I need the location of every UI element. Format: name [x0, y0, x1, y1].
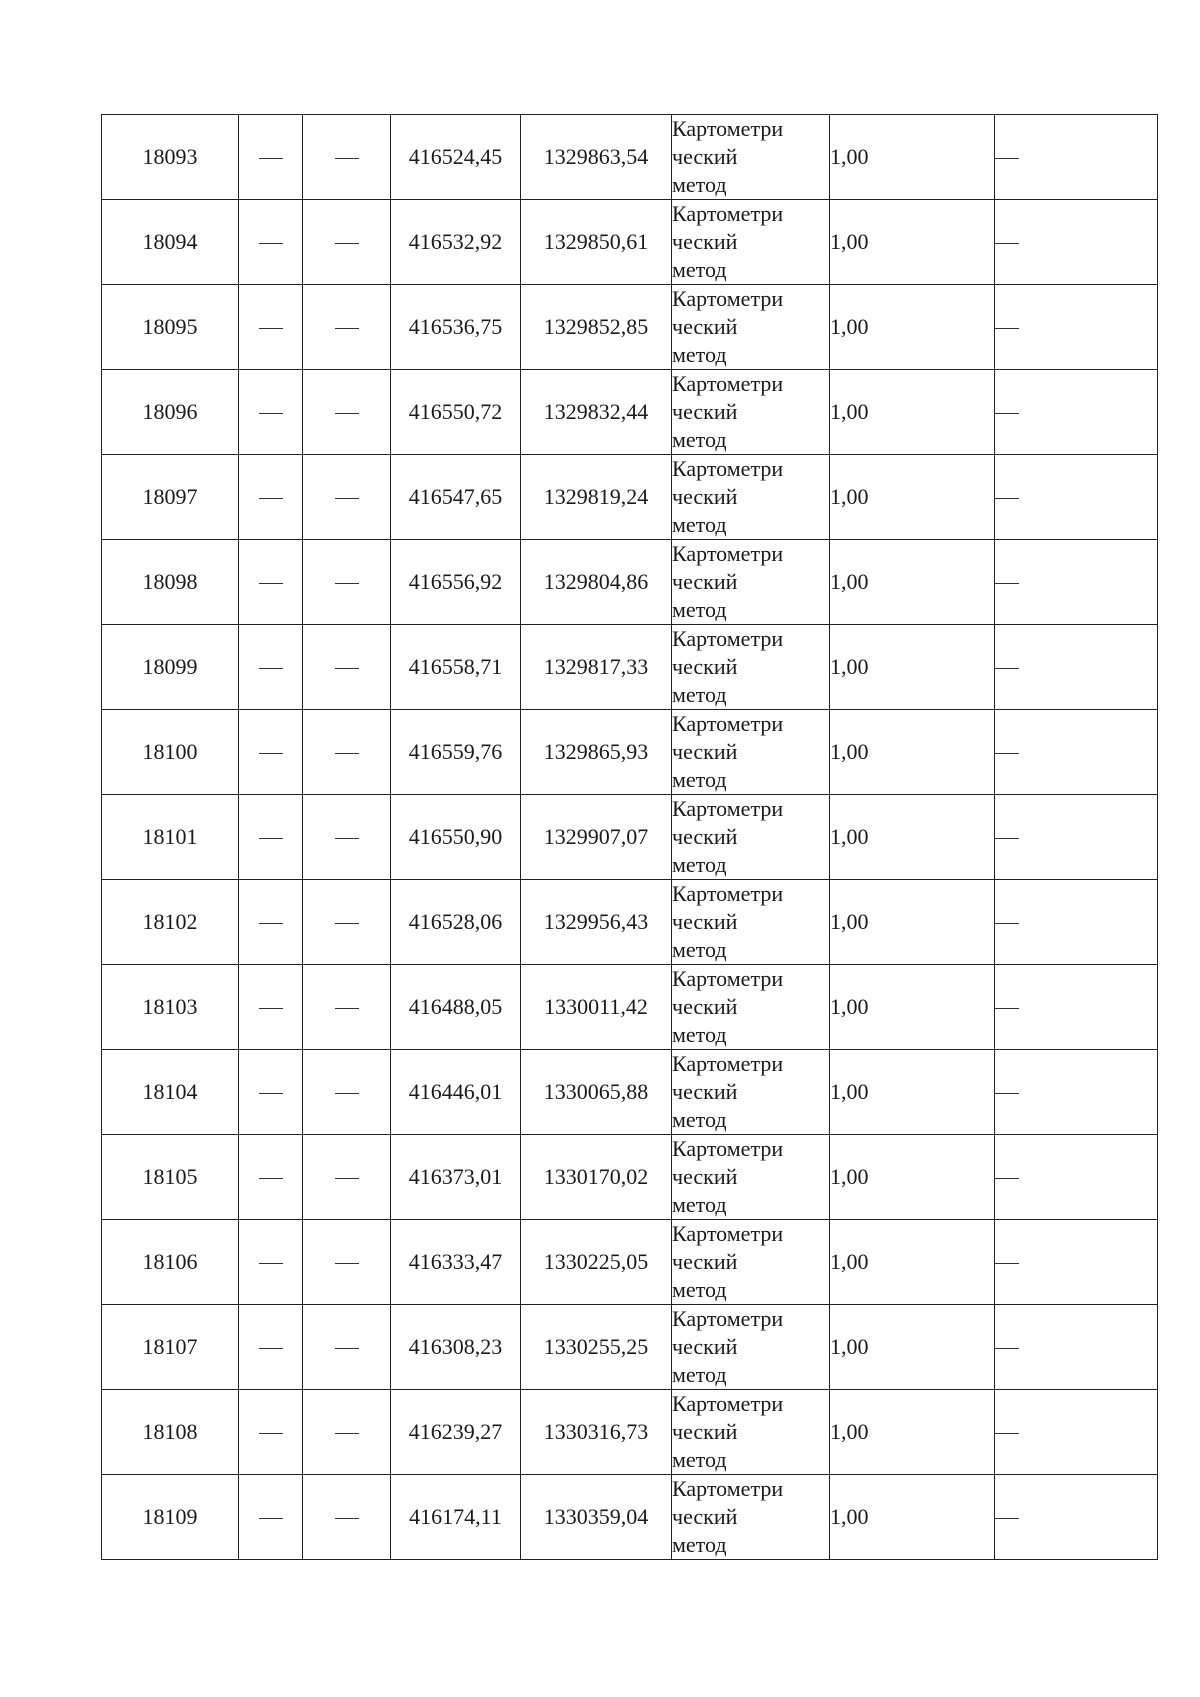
dash-mark [259, 1263, 283, 1264]
method-line: Картометри [672, 1476, 784, 1501]
table-row [102, 1475, 1158, 1560]
point-number: 18105 [102, 1135, 239, 1220]
dash-mark [259, 1433, 283, 1434]
method-line: метод [672, 1277, 727, 1302]
empty-dash-cell [239, 285, 303, 370]
empty-dash-cell [239, 455, 303, 540]
accuracy-value: 1,00 [830, 1050, 995, 1135]
dash-mark [259, 413, 283, 414]
table-row [102, 455, 1158, 540]
empty-dash-cell [995, 455, 1158, 540]
method-cell [672, 1220, 830, 1305]
empty-dash-cell [239, 1220, 303, 1305]
dash-mark [259, 1178, 283, 1179]
table-body [102, 115, 1158, 1560]
dash-mark [995, 753, 1019, 754]
dash-mark [335, 1093, 359, 1094]
dash-mark [259, 158, 283, 159]
empty-dash-cell [239, 115, 303, 200]
accuracy-value: 1,00 [830, 370, 995, 455]
dash-mark [995, 158, 1019, 159]
empty-dash-cell [239, 370, 303, 455]
table-row [102, 965, 1158, 1050]
method-cell [672, 710, 830, 795]
coordinate-x: 416174,11 [391, 1475, 521, 1560]
empty-dash-cell [303, 370, 391, 455]
dash-mark [995, 1178, 1019, 1179]
method-line: ческий [672, 314, 738, 339]
method-cell [672, 1135, 830, 1220]
dash-mark [335, 923, 359, 924]
dash-mark [335, 328, 359, 329]
empty-dash-cell [995, 1390, 1158, 1475]
method-line: метод [672, 1532, 727, 1557]
table-row [102, 285, 1158, 370]
dash-mark [995, 1263, 1019, 1264]
coordinate-y: 1329863,54 [521, 115, 672, 200]
coordinate-y: 1329907,07 [521, 795, 672, 880]
method-cell [672, 1305, 830, 1390]
dash-mark [995, 1348, 1019, 1349]
coordinate-x: 416308,23 [391, 1305, 521, 1390]
dash-mark [995, 668, 1019, 669]
point-number: 18096 [102, 370, 239, 455]
dash-mark [335, 583, 359, 584]
table-row [102, 1220, 1158, 1305]
method-line: ческий [672, 1504, 738, 1529]
empty-dash-cell [303, 625, 391, 710]
dash-mark [259, 1518, 283, 1519]
accuracy-value: 1,00 [830, 1475, 995, 1560]
coordinate-y: 1329865,93 [521, 710, 672, 795]
empty-dash-cell [995, 1135, 1158, 1220]
method-line: ческий [672, 1164, 738, 1189]
table-row [102, 200, 1158, 285]
method-line: Картометри [672, 371, 784, 396]
empty-dash-cell [303, 1220, 391, 1305]
method-line: Картометри [672, 201, 784, 226]
accuracy-value: 1,00 [830, 625, 995, 710]
method-line: Картометри [672, 796, 784, 821]
empty-dash-cell [303, 200, 391, 285]
method-cell [672, 1050, 830, 1135]
empty-dash-cell [303, 285, 391, 370]
dash-mark [335, 158, 359, 159]
coordinate-x: 416373,01 [391, 1135, 521, 1220]
method-line: Картометри [672, 881, 784, 906]
table-row [102, 1305, 1158, 1390]
empty-dash-cell [995, 540, 1158, 625]
dash-mark [335, 668, 359, 669]
method-line: ческий [672, 399, 738, 424]
method-line: Картометри [672, 541, 784, 566]
empty-dash-cell [995, 285, 1158, 370]
empty-dash-cell [239, 1305, 303, 1390]
accuracy-value: 1,00 [830, 1390, 995, 1475]
empty-dash-cell [239, 540, 303, 625]
method-line: ческий [672, 1334, 738, 1359]
empty-dash-cell [995, 370, 1158, 455]
empty-dash-cell [995, 1220, 1158, 1305]
empty-dash-cell [239, 710, 303, 795]
method-line: Картометри [672, 116, 784, 141]
point-number: 18102 [102, 880, 239, 965]
method-line: ческий [672, 739, 738, 764]
coordinate-x: 416559,76 [391, 710, 521, 795]
coordinate-x: 416558,71 [391, 625, 521, 710]
coordinate-y: 1329819,24 [521, 455, 672, 540]
empty-dash-cell [239, 1390, 303, 1475]
empty-dash-cell [239, 1050, 303, 1135]
dash-mark [995, 498, 1019, 499]
dash-mark [259, 1093, 283, 1094]
empty-dash-cell [239, 625, 303, 710]
dash-mark [995, 1093, 1019, 1094]
coordinate-x: 416333,47 [391, 1220, 521, 1305]
empty-dash-cell [995, 965, 1158, 1050]
point-number: 18108 [102, 1390, 239, 1475]
method-line: ческий [672, 824, 738, 849]
coordinate-x: 416556,92 [391, 540, 521, 625]
dash-mark [259, 583, 283, 584]
point-number: 18103 [102, 965, 239, 1050]
dash-mark [259, 328, 283, 329]
table-row [102, 540, 1158, 625]
dash-mark [259, 668, 283, 669]
method-cell [672, 455, 830, 540]
method-cell [672, 625, 830, 710]
empty-dash-cell [995, 115, 1158, 200]
method-line: Картометри [672, 286, 784, 311]
accuracy-value: 1,00 [830, 1305, 995, 1390]
dash-mark [995, 413, 1019, 414]
point-number: 18099 [102, 625, 239, 710]
point-number: 18098 [102, 540, 239, 625]
point-number: 18104 [102, 1050, 239, 1135]
accuracy-value: 1,00 [830, 285, 995, 370]
method-line: ческий [672, 229, 738, 254]
method-line: ческий [672, 1419, 738, 1444]
accuracy-value: 1,00 [830, 710, 995, 795]
method-line: метод [672, 682, 727, 707]
accuracy-value: 1,00 [830, 1220, 995, 1305]
point-number: 18100 [102, 710, 239, 795]
point-number: 18107 [102, 1305, 239, 1390]
coordinate-x: 416524,45 [391, 115, 521, 200]
dash-mark [259, 243, 283, 244]
method-line: ческий [672, 569, 738, 594]
coordinate-x: 416488,05 [391, 965, 521, 1050]
method-cell [672, 1390, 830, 1475]
coordinate-y: 1330359,04 [521, 1475, 672, 1560]
method-line: Картометри [672, 456, 784, 481]
table-row [102, 1390, 1158, 1475]
point-number: 18095 [102, 285, 239, 370]
empty-dash-cell [239, 200, 303, 285]
dash-mark [335, 243, 359, 244]
table-row [102, 625, 1158, 710]
method-cell [672, 370, 830, 455]
dash-mark [335, 1518, 359, 1519]
method-cell [672, 1475, 830, 1560]
coordinate-y: 1330011,42 [521, 965, 672, 1050]
empty-dash-cell [303, 1050, 391, 1135]
empty-dash-cell [303, 880, 391, 965]
method-line: ческий [672, 484, 738, 509]
table-row [102, 370, 1158, 455]
accuracy-value: 1,00 [830, 540, 995, 625]
dash-mark [335, 838, 359, 839]
table-row [102, 1050, 1158, 1135]
method-line: Картометри [672, 626, 784, 651]
point-number: 18106 [102, 1220, 239, 1305]
method-line: Картометри [672, 1051, 784, 1076]
method-line: ческий [672, 144, 738, 169]
empty-dash-cell [239, 795, 303, 880]
dash-mark [335, 1263, 359, 1264]
method-line: Картометри [672, 1306, 784, 1331]
coordinate-y: 1330065,88 [521, 1050, 672, 1135]
dash-mark [995, 838, 1019, 839]
dash-mark [335, 1433, 359, 1434]
method-line: метод [672, 597, 727, 622]
dash-mark [995, 328, 1019, 329]
method-line: метод [672, 172, 727, 197]
empty-dash-cell [303, 540, 391, 625]
empty-dash-cell [303, 710, 391, 795]
coordinate-x: 416532,92 [391, 200, 521, 285]
dash-mark [259, 1008, 283, 1009]
empty-dash-cell [995, 200, 1158, 285]
method-line: ческий [672, 994, 738, 1019]
method-line: Картометри [672, 1221, 784, 1246]
coordinate-x: 416528,06 [391, 880, 521, 965]
empty-dash-cell [303, 1305, 391, 1390]
method-cell [672, 540, 830, 625]
empty-dash-cell [303, 1390, 391, 1475]
coordinate-y: 1329956,43 [521, 880, 672, 965]
accuracy-value: 1,00 [830, 455, 995, 540]
accuracy-value: 1,00 [830, 880, 995, 965]
table-row [102, 1135, 1158, 1220]
method-line: Картометри [672, 1136, 784, 1161]
method-line: ческий [672, 1249, 738, 1274]
method-line: метод [672, 257, 727, 282]
method-cell [672, 795, 830, 880]
table-row [102, 880, 1158, 965]
empty-dash-cell [303, 795, 391, 880]
coordinate-x: 416547,65 [391, 455, 521, 540]
dash-mark [335, 1348, 359, 1349]
empty-dash-cell [303, 455, 391, 540]
empty-dash-cell [995, 710, 1158, 795]
accuracy-value: 1,00 [830, 795, 995, 880]
dash-mark [335, 1008, 359, 1009]
dash-mark [259, 753, 283, 754]
method-cell [672, 200, 830, 285]
accuracy-value: 1,00 [830, 965, 995, 1050]
coordinate-y: 1330255,25 [521, 1305, 672, 1390]
point-number: 18097 [102, 455, 239, 540]
dash-mark [259, 498, 283, 499]
empty-dash-cell [239, 1475, 303, 1560]
coordinate-y: 1329850,61 [521, 200, 672, 285]
empty-dash-cell [303, 1135, 391, 1220]
coordinate-y: 1329832,44 [521, 370, 672, 455]
method-line: метод [672, 1362, 727, 1387]
empty-dash-cell [303, 115, 391, 200]
method-line: ческий [672, 654, 738, 679]
coordinate-y: 1330170,02 [521, 1135, 672, 1220]
empty-dash-cell [995, 1050, 1158, 1135]
dash-mark [995, 1518, 1019, 1519]
empty-dash-cell [303, 965, 391, 1050]
empty-dash-cell [995, 795, 1158, 880]
dash-mark [259, 923, 283, 924]
method-line: Картометри [672, 1391, 784, 1416]
dash-mark [995, 923, 1019, 924]
coordinate-x: 416239,27 [391, 1390, 521, 1475]
coordinate-x: 416536,75 [391, 285, 521, 370]
dash-mark [995, 583, 1019, 584]
point-number: 18094 [102, 200, 239, 285]
table-row [102, 710, 1158, 795]
method-line: Картометри [672, 966, 784, 991]
method-cell [672, 285, 830, 370]
method-line: метод [672, 852, 727, 877]
table-row [102, 795, 1158, 880]
coordinate-y: 1330316,73 [521, 1390, 672, 1475]
empty-dash-cell [995, 880, 1158, 965]
dash-mark [335, 413, 359, 414]
method-cell [672, 965, 830, 1050]
empty-dash-cell [995, 1475, 1158, 1560]
empty-dash-cell [239, 965, 303, 1050]
coordinates-table [101, 114, 1158, 1560]
dash-mark [995, 1008, 1019, 1009]
method-line: метод [672, 1022, 727, 1047]
method-line: метод [672, 1447, 727, 1472]
coordinate-y: 1329817,33 [521, 625, 672, 710]
accuracy-value: 1,00 [830, 200, 995, 285]
empty-dash-cell [995, 625, 1158, 710]
empty-dash-cell [303, 1475, 391, 1560]
dash-mark [995, 1433, 1019, 1434]
method-cell [672, 115, 830, 200]
dash-mark [335, 498, 359, 499]
table-row [102, 115, 1158, 200]
method-line: метод [672, 937, 727, 962]
method-line: ческий [672, 909, 738, 934]
method-cell [672, 880, 830, 965]
method-line: Картометри [672, 711, 784, 736]
point-number: 18093 [102, 115, 239, 200]
method-line: метод [672, 427, 727, 452]
dash-mark [259, 838, 283, 839]
method-line: метод [672, 1107, 727, 1132]
dash-mark [335, 753, 359, 754]
empty-dash-cell [239, 880, 303, 965]
dash-mark [259, 1348, 283, 1349]
method-line: метод [672, 342, 727, 367]
method-line: метод [672, 767, 727, 792]
coordinate-y: 1330225,05 [521, 1220, 672, 1305]
accuracy-value: 1,00 [830, 115, 995, 200]
empty-dash-cell [239, 1135, 303, 1220]
coordinate-x: 416550,72 [391, 370, 521, 455]
dash-mark [335, 1178, 359, 1179]
method-line: ческий [672, 1079, 738, 1104]
method-line: метод [672, 1192, 727, 1217]
coordinate-x: 416550,90 [391, 795, 521, 880]
coordinate-y: 1329804,86 [521, 540, 672, 625]
method-line: метод [672, 512, 727, 537]
empty-dash-cell [995, 1305, 1158, 1390]
coordinate-y: 1329852,85 [521, 285, 672, 370]
accuracy-value: 1,00 [830, 1135, 995, 1220]
point-number: 18109 [102, 1475, 239, 1560]
point-number: 18101 [102, 795, 239, 880]
coordinate-x: 416446,01 [391, 1050, 521, 1135]
dash-mark [995, 243, 1019, 244]
